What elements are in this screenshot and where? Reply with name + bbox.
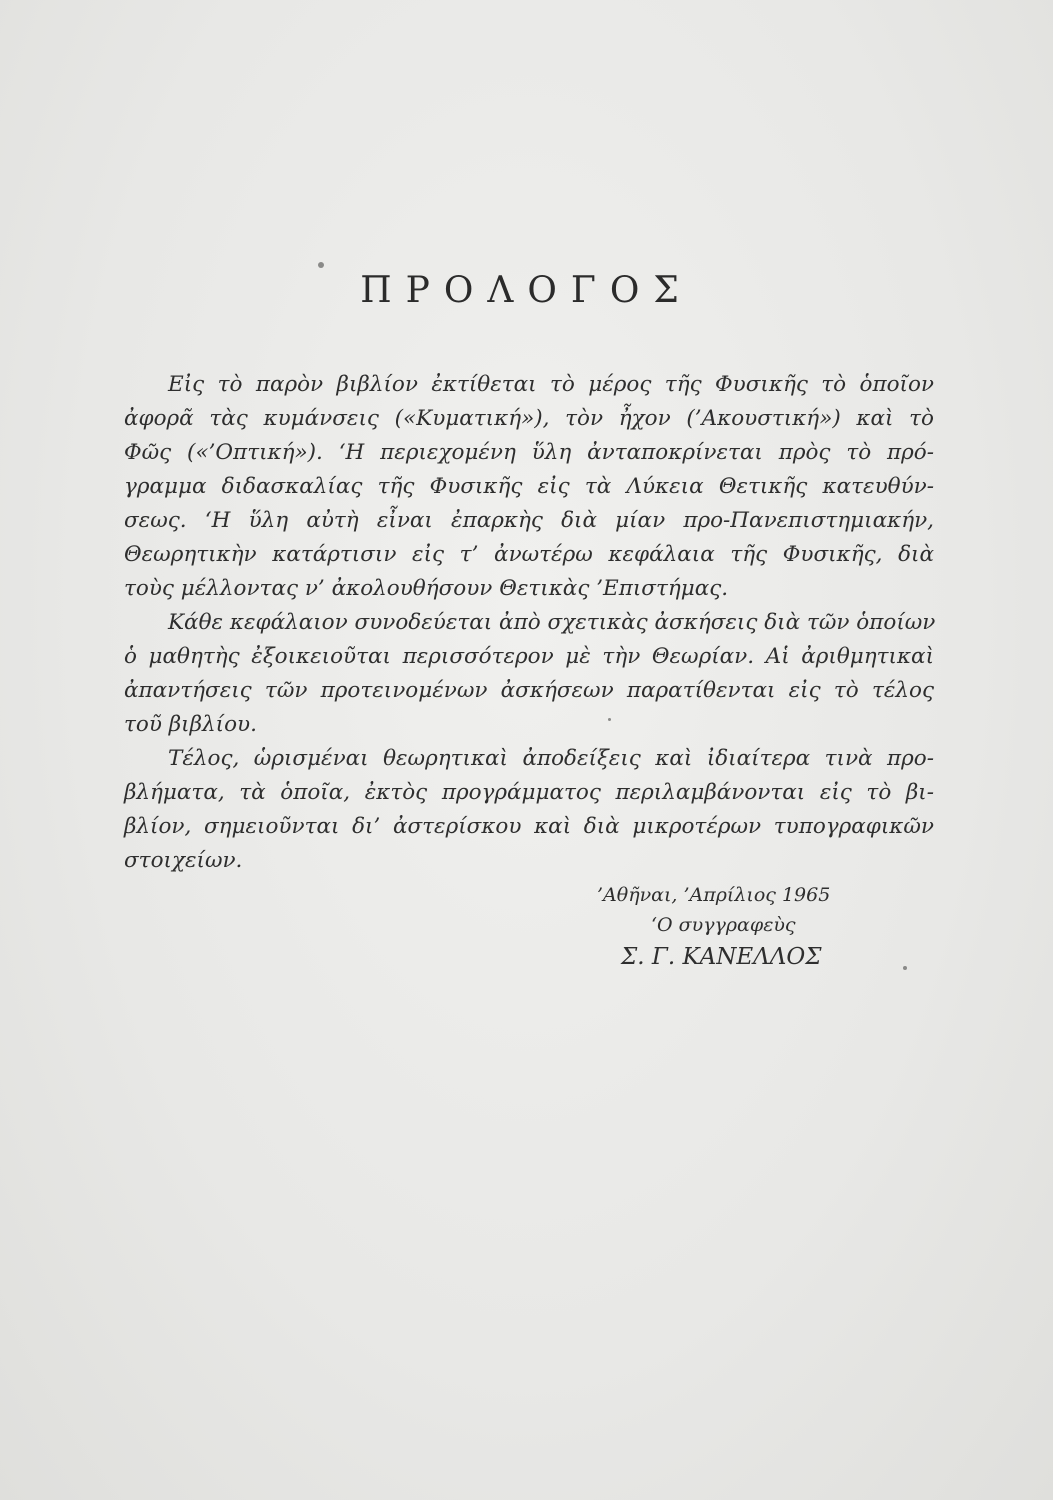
- text-line: Κάθε κεφάλαιον συνοδεύεται ἀπὸ σχετικὰς ἀσκήσεις διὰ τῶν ὁποίων: [168, 610, 936, 635]
- text-line: Τέλος, ὡρισμέναι θεωρητικαὶ ἀποδείξεις καὶ ἰδιαίτερα τινὰ προ-: [168, 746, 934, 771]
- author-name: Σ. Γ. ΚΑΝΕΛΛΟΣ: [621, 944, 822, 970]
- text-line: βλίον, σημειοῦνται δι’ ἀστερίσκου καὶ διὰ μικροτέρων τυπογραφικῶν: [124, 814, 934, 839]
- scan-speck: [903, 966, 907, 970]
- text-line: ἀφορᾶ τὰς κυμάνσεις («Κυματική»), τὸν ἦχον (’Ακουστική») καὶ τὸ: [124, 406, 934, 431]
- text-line: ἀπαντήσεις τῶν προτεινομένων ἀσκήσεων παρατίθενται εἰς τὸ τέλος: [124, 678, 934, 703]
- page-title: ΠΡΟΛΟΓΟΣ: [360, 270, 693, 311]
- text-line: τοῦ βιβλίου.: [124, 712, 257, 737]
- text-line: Φῶς («’Οπτική»). ‘Η περιεχομένη ὕλη ἀνταποκρίνεται πρὸς τὸ πρό-: [124, 440, 934, 465]
- text-line: Θεωρητικὴν κατάρτισιν εἰς τ’ ἀνωτέρω κεφάλαια τῆς Φυσικῆς, διὰ: [124, 542, 934, 567]
- author-role: ‘Ο συγγραφεὺς: [651, 914, 796, 936]
- text-line: σεως. ‘Η ὕλη αὐτὴ εἶναι ἐπαρκὴς διὰ μίαν προ-Πανεπιστημιακήν,: [124, 508, 934, 533]
- text-line: γραμμα διδασκαλίας τῆς Φυσικῆς εἰς τὰ Λύκεια Θετικῆς κατευθύν-: [124, 474, 934, 499]
- scan-speck: [608, 718, 611, 721]
- text-line: τοὺς μέλλοντας ν’ ἀκολουθήσουν Θετικὰς ’Επιστήμας.: [124, 576, 729, 601]
- text-line: βλήματα, τὰ ὁποῖα, ἐκτὸς προγράμματος περιλαμβάνονται εἰς τὸ βι-: [124, 780, 934, 805]
- text-line: ὁ μαθητὴς ἐξοικειοῦται περισσότερον μὲ τὴν Θεωρίαν. Αἱ ἀριθμητικαὶ: [124, 644, 934, 669]
- place-date: ’Αθῆναι, ’Απρίλιος 1965: [597, 884, 831, 906]
- text-line: στοιχείων.: [124, 848, 243, 873]
- scan-speck: [318, 262, 324, 268]
- text-line: Εἰς τὸ παρὸν βιβλίον ἐκτίθεται τὸ μέρος τῆς Φυσικῆς τὸ ὁποῖον: [168, 372, 934, 397]
